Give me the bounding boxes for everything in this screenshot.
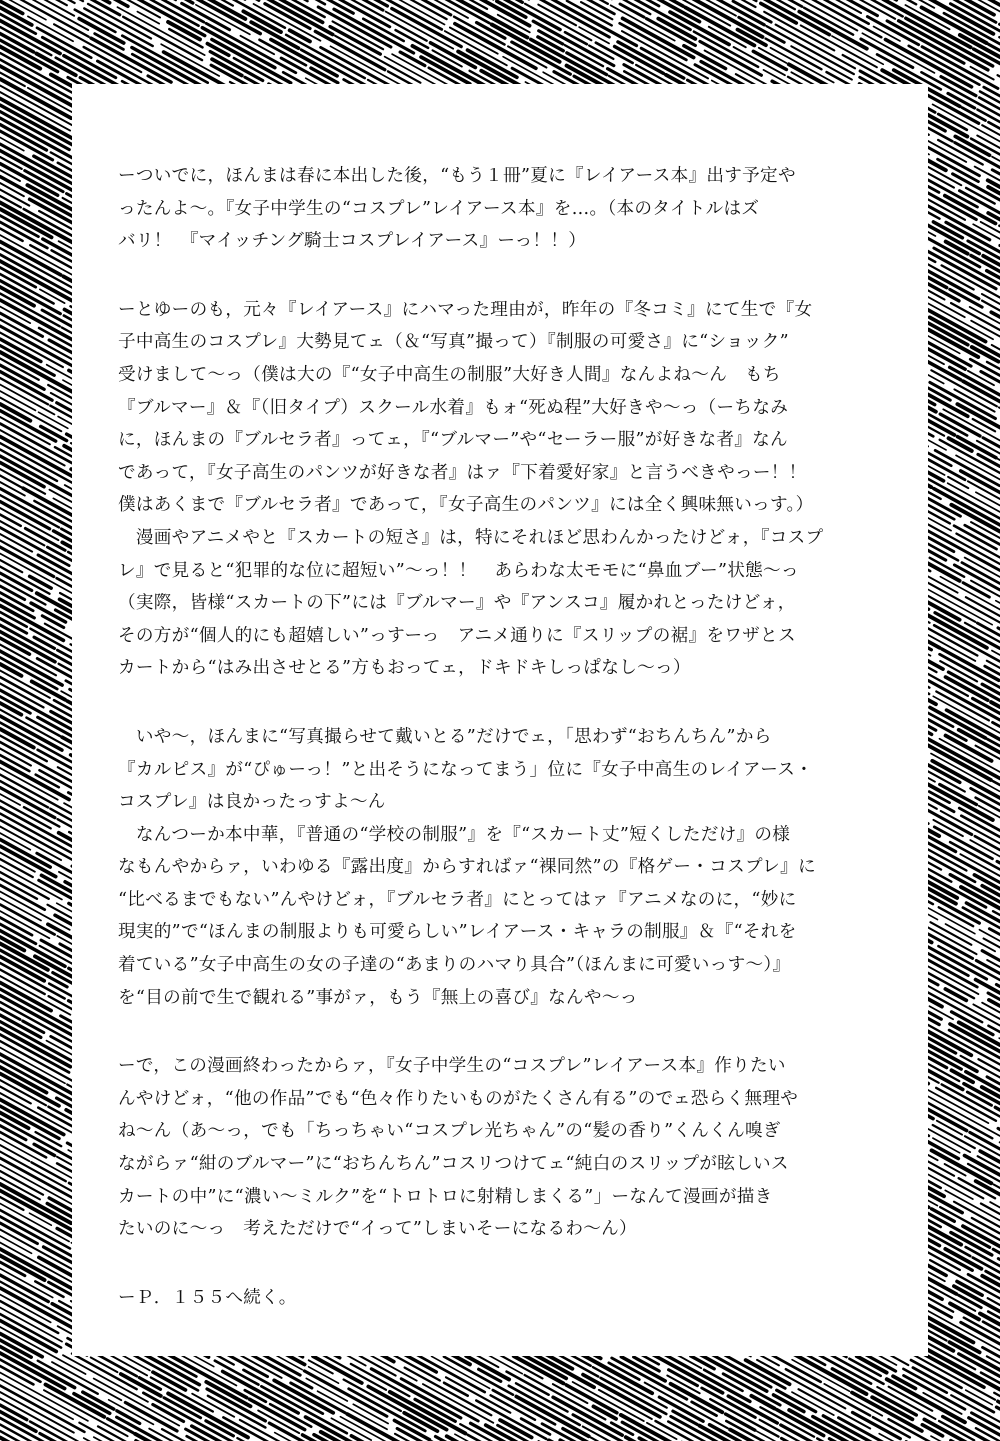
text-line: ーで，この漫画終わったからァ，『女子中学生の“コスプレ”レイアース本』作りたい bbox=[118, 1056, 786, 1077]
paragraph-plans bbox=[118, 1050, 884, 1246]
text-line: いや～，ほんまに“写真撮らせて戴いとる”だけでェ，「思わず“おちんちん”から bbox=[118, 726, 772, 747]
text-line: その方が“個人的にも超嬉しい”っすーっ アニメ通りに『スリップの裾』をワザとス bbox=[118, 625, 796, 646]
text-line: 着ている”女子中高生の女の子達の“あまりのハマり具合”（ほんまに可愛いっす～）』 bbox=[118, 955, 791, 976]
paragraph-intro bbox=[118, 160, 884, 258]
text-line: 漫画やアニメやと『スカートの短さ』は，特にそれほど思わんかったけどォ，『コスプ bbox=[118, 527, 824, 548]
text-line: 子中高生のコスプレ』大勢見てェ（＆“写真”撮って）『制服の可愛さ』に“ショック” bbox=[118, 332, 789, 353]
text-line: たいのに～っ 考えただけで“イって”しまいそーになるわ～ん） bbox=[118, 1219, 637, 1240]
text-line: 『カルピス』が“ぴゅーっ！”と出そうになってまう」位に『女子中高生のレイアース・ bbox=[118, 759, 814, 780]
text-line: “比べるまでもない”んやけどォ，『ブルセラ者』にとってはァ『アニメなのに，“妙に bbox=[118, 889, 797, 910]
text-panel bbox=[72, 84, 928, 1356]
text-line: 現実的”で“ほんまの制服よりも可愛らしい”レイアース・キャラの制服』＆『“それを bbox=[118, 922, 797, 943]
text-line: ね～ん（あ～っ，でも「ちっちゃい“コスプレ光ちゃん”の“髪の香り”くんくん嗅ぎ bbox=[118, 1121, 781, 1142]
text-line: なんつーか本中華，『普通の“学校の制服”』を『“スカート丈”短くしただけ』の様 bbox=[118, 824, 791, 845]
paragraph-continued bbox=[118, 1282, 884, 1315]
text-line: ながらァ“紺のブルマー”に“おちんちん”コスリつけてェ“純白のスリップが眩しいス bbox=[118, 1154, 789, 1175]
paragraph-photos bbox=[118, 721, 884, 1014]
text-line: （実際，皆様“スカートの下”には『ブルマー』や『アンスコ』履かれとったけどォ， bbox=[118, 593, 796, 614]
text-line: なもんやからァ，いわゆる『露出度』からすればァ“裸同然”の『格ゲー・コスプレ』に bbox=[118, 857, 816, 878]
text-line: コスプレ』は良かったっすよ～ん bbox=[118, 792, 386, 813]
text-line: 受けまして～っ（僕は大の『“女子中高生の制服”大好き人間』なんよね～ん もち bbox=[118, 364, 781, 385]
hatch-stroke bbox=[996, 985, 1000, 987]
text-line: ったんよ～。『女子中学生の“コスプレ”レイアース本』を…。（本のタイトルはズ bbox=[118, 198, 760, 219]
text-line: カートの中”に“濃い～ミルク”を“トロトロに射精しまくる”」ーなんて漫画が描き bbox=[118, 1186, 773, 1207]
text-line: であって，『女子高生のパンツが好きな者』はァ『下着愛好家』と言うべきやっー！！ bbox=[118, 462, 807, 483]
text-line: を“目の前で生で観れる”事がァ，もう『無上の喜び』なんや～っ bbox=[118, 987, 638, 1008]
text-line: バリ！ 『マイッチング騎士コスプレイアース』ーっ！！） bbox=[118, 231, 587, 252]
text-line: ーＰ．１５５へ続く。 bbox=[118, 1287, 297, 1308]
text-line: カートから“はみ出させとる”方もおってェ，ドキドキしっぱなし～っ） bbox=[118, 658, 691, 679]
text-line: レ』で見ると“犯罪的な位に超短い”～っ！！ あらわな太モモに“鼻血ブー”状態～っ bbox=[118, 560, 799, 581]
text-line: 『ブルマー』＆『（旧タイプ）スクール水着』もォ“死ぬ程”大好きや～っ（ーちなみ bbox=[118, 397, 789, 418]
text-line: ーついでに，ほんまは春に本出した後，“もう１冊”夏に『レイアース本』出す予定や bbox=[118, 166, 796, 186]
text-line: んやけどォ，“他の作品”でも“色々作りたいものがたくさん有る”のでェ恐らく無理や bbox=[118, 1088, 799, 1109]
text-line: ーとゆーのも，元々『レイアース』にハマった理由が，昨年の『冬コミ』にて生で『女 bbox=[118, 299, 813, 320]
hatch-stroke bbox=[997, 1407, 1000, 1409]
hatch-stroke bbox=[995, 1107, 1000, 1110]
paragraph-reason bbox=[118, 294, 884, 685]
text-line: 僕はあくまで『ブルセラ者』であって，『女子高生のパンツ』には全く興味無いっす。） bbox=[118, 495, 814, 516]
text-line: に，ほんまの『ブルセラ者』ってェ，『“ブルマー”や“セーラー服”が好きな者』なん bbox=[118, 430, 788, 451]
